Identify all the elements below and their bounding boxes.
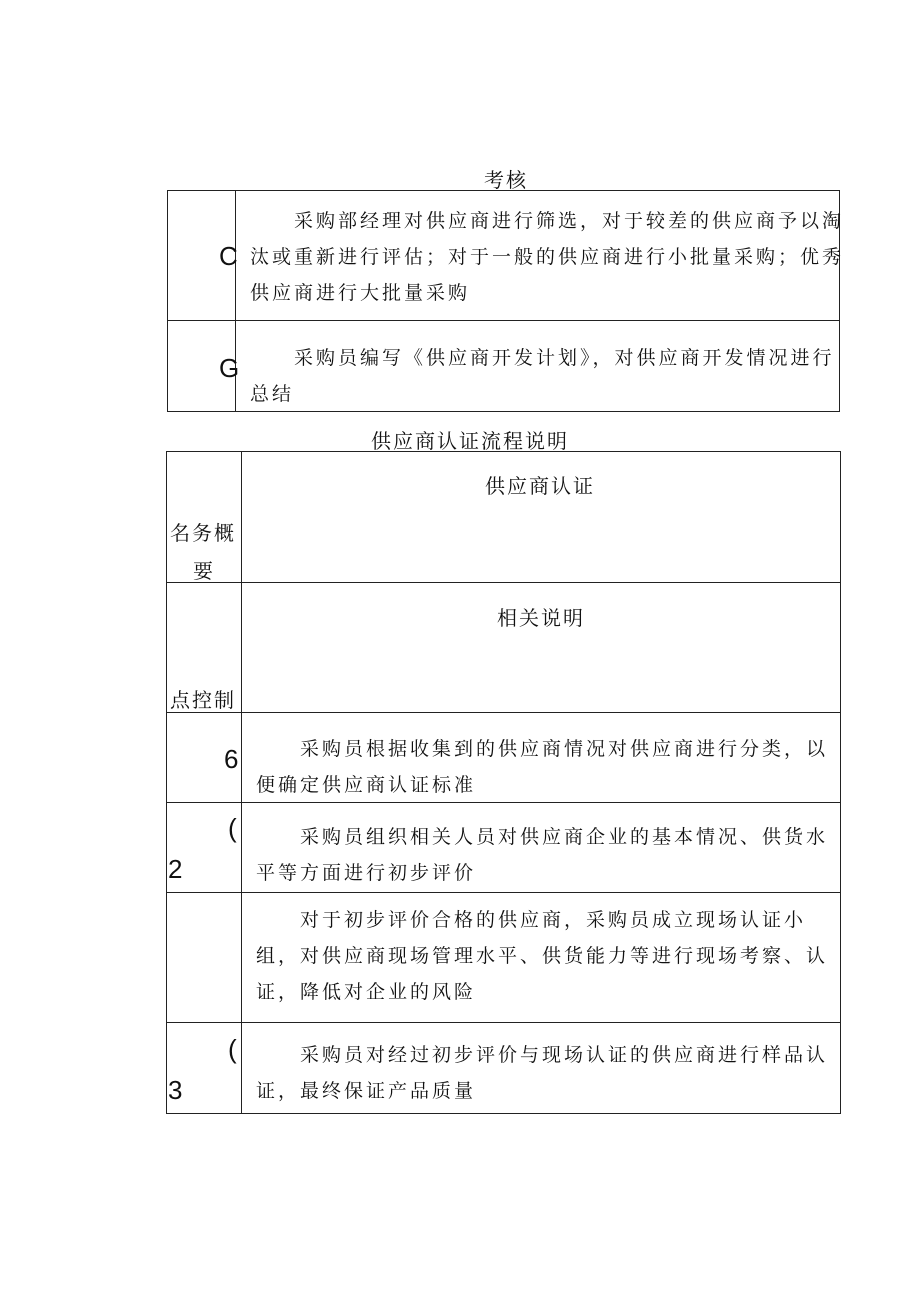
- related-notes-header: 相关说明: [497, 606, 585, 630]
- row-description: 采购员对经过初步评价与现场认证的供应商进行样品认证，最终保证产品质量: [256, 1044, 829, 1102]
- task-name: 供应商认证: [485, 474, 595, 498]
- row-code-paren: (: [228, 1034, 237, 1064]
- row-code: 6: [224, 744, 239, 774]
- row-code: C: [219, 241, 238, 271]
- row-code: 2: [168, 854, 183, 884]
- table1-title: 考核: [484, 168, 528, 192]
- row-description: 采购部经理对供应商进行筛选，对于较差的供应商予以淘汰或重新进行评估；对于一般的供应商进行小批量采购；优秀供应商进行大批量采购: [250, 210, 845, 304]
- row-code: G: [219, 353, 240, 383]
- row-description: 采购员编写《供应商开发计划》，对供应商开发情况进行总结: [250, 347, 835, 405]
- row-code-paren: (: [228, 813, 237, 843]
- row-description: 采购员组织相关人员对供应商企业的基本情况、供货水平等方面进行初步评价: [256, 826, 829, 884]
- control-point-label: 点控制: [170, 688, 236, 712]
- row-description: 采购员根据收集到的供应商情况对供应商进行分类，以便确定供应商认证标准: [256, 738, 829, 796]
- table2-title: 供应商认证流程说明: [371, 429, 569, 453]
- row-description: 对于初步评价合格的供应商，采购员成立现场认证小组，对供应商现场管理水平、供货能力等进行现场考察、认证，降低对企业的风险: [256, 909, 829, 1003]
- row-code: 3: [168, 1075, 183, 1105]
- overview-label: 名务概: [170, 521, 236, 545]
- overview-label-cont: 要: [193, 559, 215, 583]
